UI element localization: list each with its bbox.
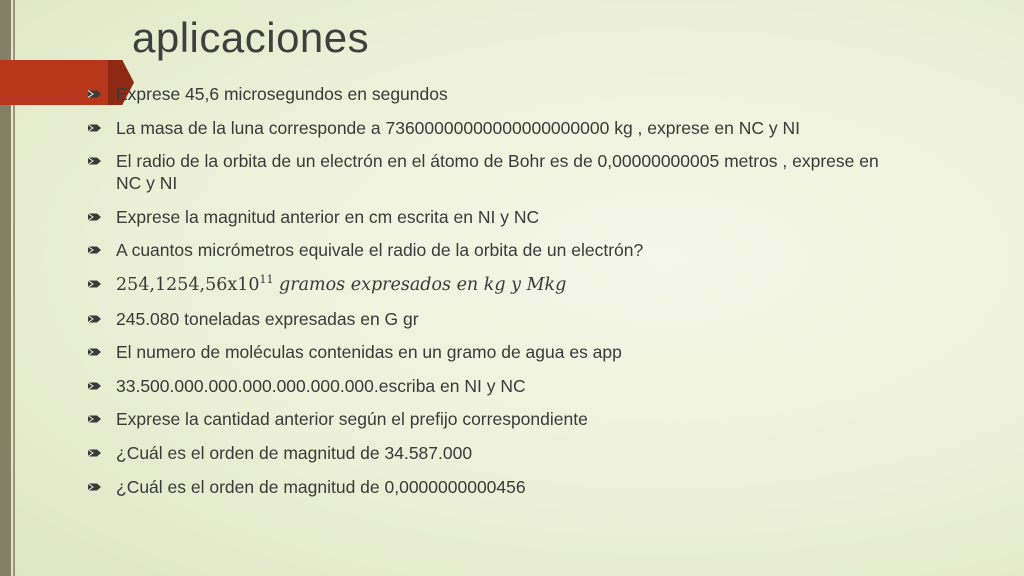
bullet-list — [88, 83, 888, 509]
bullet-item — [88, 117, 888, 139]
envelope-arrow-icon — [88, 279, 102, 289]
envelope-arrow-icon — [88, 212, 102, 222]
bullet-text: El numero de moléculas contenidas en un gramo de agua es app — [116, 342, 622, 363]
bullet-item — [88, 308, 888, 330]
bullet-item — [88, 83, 888, 105]
bullet-item — [88, 476, 888, 498]
bullet-text: Exprese la cantidad anterior según el prefijo correspondiente — [116, 409, 588, 430]
envelope-arrow-icon — [88, 314, 102, 324]
envelope-arrow-icon — [88, 245, 102, 255]
math-expression — [116, 275, 566, 295]
envelope-arrow-icon — [88, 414, 102, 424]
math-exponent: 11 — [259, 273, 274, 287]
bullet-text: ¿Cuál es el orden de magnitud de 34.587.000 — [116, 442, 473, 463]
math-rest: gramos expresados en kg y Mkg — [273, 274, 567, 295]
bullet-text: 33.500.000.000.000.000.000.000.escriba en NI y NC — [116, 375, 526, 396]
envelope-arrow-icon — [88, 381, 102, 391]
envelope-arrow-icon — [88, 482, 102, 492]
envelope-arrow-icon — [88, 347, 102, 357]
envelope-arrow-icon — [88, 156, 102, 166]
bullet-text: Exprese 45,6 microsegundos en segundos — [116, 84, 448, 104]
bullet-item — [88, 375, 888, 397]
bullet-text: La masa de la luna corresponde a 73600000000000000000000 kg , exprese en NC y NI — [116, 117, 800, 138]
slide-title: aplicaciones — [132, 14, 370, 61]
bullet-item — [88, 408, 888, 430]
bullet-text: 245.080 toneladas expresadas en G gr — [116, 308, 419, 329]
envelope-arrow-icon — [88, 448, 102, 458]
bullet-item — [88, 341, 888, 363]
envelope-arrow-icon — [88, 89, 102, 99]
envelope-arrow-icon — [88, 123, 102, 133]
bullet-text: A cuantos micrómetros equivale el radio de la orbita de un electrón? — [116, 240, 644, 261]
bullet-item — [88, 442, 888, 464]
bullet-item-math — [88, 273, 888, 296]
bullet-item — [88, 206, 888, 228]
bullet-item — [88, 239, 888, 261]
bullet-text: El radio de la orbita de un electrón en el átomo de Bohr es de 0,00000000005 metros , exprese en NC y NI — [116, 151, 879, 194]
bullet-text: ¿Cuál es el orden de magnitud de 0,0000000000456 — [116, 476, 526, 497]
bullet-text: Exprese la magnitud anterior en cm escrita en NI y NC — [116, 206, 540, 227]
bullet-item — [88, 150, 888, 194]
math-base: 254,1254,56x10 — [116, 274, 260, 295]
